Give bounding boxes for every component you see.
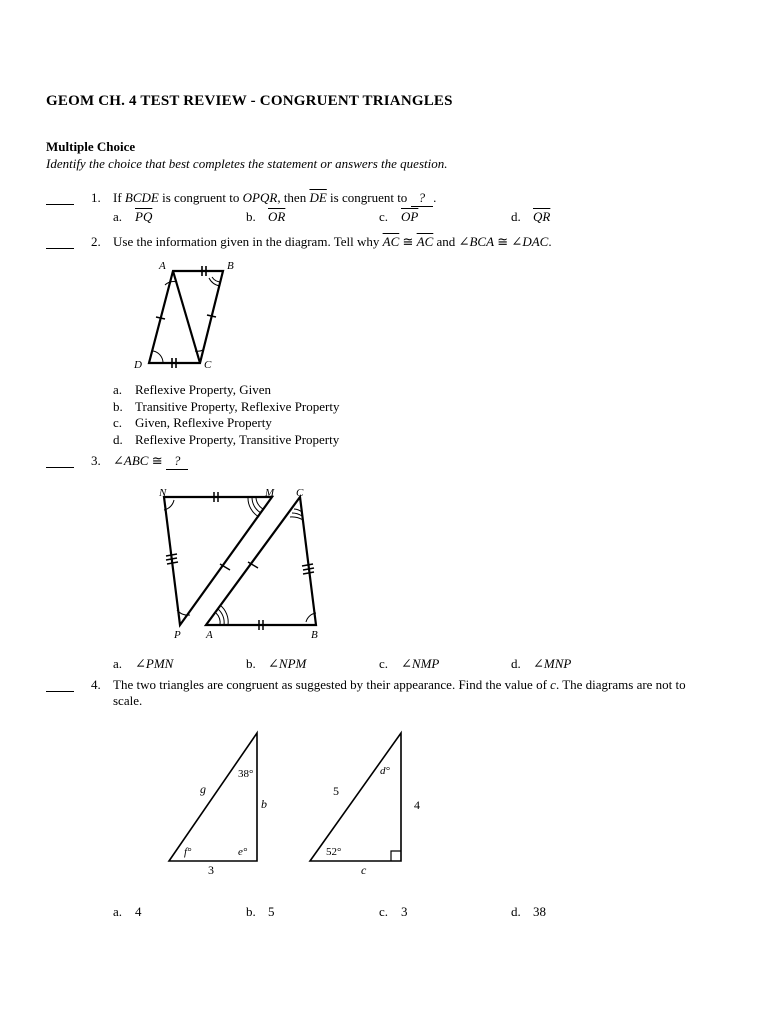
q3-cong: ≅ [151,453,163,468]
q4-choice-b[interactable] [246,904,275,920]
choice-text: ∠NMP [401,656,440,671]
q2-diagonal-ac [173,271,200,363]
choice-text: $\overline{OR}$ [268,209,286,224]
label-a: A [206,629,213,641]
choice-text: ∠NPM [268,656,307,671]
q4-choice-d[interactable] [511,904,546,920]
q1-choice-b[interactable] [246,209,285,225]
q1-choice-a[interactable] [113,209,152,225]
q3-triangle-nmp [164,497,272,625]
tri1-e: e° [238,846,248,858]
choice-letter: a. [113,904,123,919]
choice-letter: b. [246,904,256,919]
instructions: Identify the choice that best completes the statement or answers the question. [46,156,448,171]
q1-prefix: If [113,190,122,205]
angle-arc-a-1 [216,613,220,625]
q3-choice-b[interactable] [246,656,306,672]
q4-text1: The two triangles are congruent as suggested by their appearance. Find the value of [113,677,547,692]
q4-text2: . The diagrams are not to [555,677,686,692]
page-title: GEOM CH. 4 TEST REVIEW - CONGRUENT TRIANGLES [46,93,453,109]
tick-mark [166,558,177,560]
choice-letter: a. [113,209,123,224]
q2-choice-a[interactable] [113,382,271,398]
choice-text: $\overline{OP}$ [401,209,419,224]
q4-tri1-outline [169,733,257,861]
q1-choice-d[interactable] [511,209,550,225]
q1-choice-c[interactable] [379,209,418,225]
q3-choice-d[interactable] [511,656,571,672]
question-4-number: 4. [91,677,101,692]
choice-letter: b. [246,656,256,671]
choice-letter: d. [511,656,521,671]
tick-mark [156,317,165,319]
tri1-g: g [200,782,206,796]
choice-text: 3 [401,904,408,919]
answer-blank-3[interactable] [46,455,74,472]
choice-text: Reflexive Property, Given [135,382,271,397]
q1-figure-bcde: BCDE [124,190,159,205]
choice-text: 4 [135,904,142,919]
answer-blank-1[interactable] [46,192,74,209]
q4-tri2-outline [310,733,401,861]
q4-choice-c[interactable] [379,904,408,920]
label-c: C [204,359,212,371]
tick-mark [167,562,178,564]
tri1-base: 3 [208,863,214,877]
label-p: P [174,629,181,641]
right-angle-mark [391,851,401,861]
angle-arc-c-3 [290,517,303,520]
q3-choice-c[interactable] [379,656,439,672]
label-b: B [227,260,234,272]
question-1-text [113,190,436,207]
q3-triangle-cab [206,497,316,625]
tick-mark [166,554,177,556]
q4-triangle-2 [300,725,430,880]
q2-cong-2: ≅ [497,234,509,249]
q3-blank: ? [166,453,189,470]
choice-text: Given, Reflexive Property [135,415,272,430]
question-1-number: 1. [91,190,101,205]
q2-cong: ≅ [402,234,414,249]
choice-letter: c. [379,656,389,671]
answer-blank-4[interactable] [46,679,74,696]
tri2-angle-bottom: 52° [326,846,342,858]
choice-text: Transitive Property, Reflexive Property [135,399,340,414]
tick-mark [303,568,314,570]
tri2-angle-top: d° [380,765,390,777]
choice-text: ∠MNP [533,656,572,671]
q2-segment-2: $\overline{AC}$ [416,234,434,249]
choice-letter: d. [511,209,521,224]
tri1-f: f° [184,846,192,858]
q2-quadrilateral-figure [125,255,245,375]
q2-angle-2: ∠DAC [511,234,549,249]
q3-triangles-figure [150,482,335,642]
tri2-base: c [361,863,367,877]
choice-letter: d. [113,432,123,447]
question-3-text [113,453,188,470]
q1-mid3: is congruent to [330,190,408,205]
section-heading: Multiple Choice [46,139,136,154]
choice-letter: c. [113,415,123,430]
angle-arc-m-3 [248,497,259,517]
question-4-text-line2: scale. [113,693,143,708]
q2-choice-d[interactable] [113,432,339,448]
q1-figure-opqr: OPQR [242,190,278,205]
tri1-b: b [261,797,267,811]
tri2-side: 5 [333,784,339,798]
label-b: B [311,629,318,641]
q3-choice-a[interactable] [113,656,173,672]
q2-and: and [436,234,456,249]
question-3-number: 3. [91,453,101,468]
tri1-angle-top: 38° [238,768,254,780]
q1-blank: ? [411,190,434,207]
q1-mid1: is congruent to [162,190,240,205]
q2-choice-c[interactable] [113,415,272,431]
label-a: A [159,260,166,272]
tick-mark [207,315,216,317]
choice-text: ∠PMN [135,656,174,671]
q1-segment-de: $\overline{DE}$ [309,190,327,205]
q2-segment-1: $\overline{AC}$ [382,234,400,249]
q4-choice-a[interactable] [113,904,142,920]
q4-triangle-1 [160,725,280,880]
q4-var: c [550,677,556,692]
angle-arc-c-2 [292,513,302,516]
q2-choice-b[interactable] [113,399,339,415]
label-n: N [159,487,167,499]
q3-angle: ∠ABC [113,453,149,468]
tick-mark [303,572,314,574]
q1-end: . [433,190,437,205]
question-2-number: 2. [91,234,101,249]
choice-letter: d. [511,904,521,919]
label-m: M [265,487,275,499]
choice-letter: b. [113,399,123,414]
q1-mid2: , then [277,190,307,205]
choice-letter: c. [379,904,389,919]
tri2-right: 4 [414,798,420,812]
label-c: C [296,487,304,499]
choice-letter: a. [113,382,123,397]
choice-letter: c. [379,209,389,224]
q2-angle-1: ∠BCA [458,234,495,249]
tick-mark [302,564,313,566]
q2-text: Use the information given in the diagram. Tell why [113,234,380,249]
choice-text: $\overline{PQ}$ [135,209,153,224]
question-2-text [113,234,552,250]
angle-arc-m-1 [256,497,263,509]
choice-letter: a. [113,656,123,671]
choice-letter: b. [246,209,256,224]
choice-text: $\overline{QR}$ [533,209,551,224]
angle-arc-d [153,351,163,363]
answer-blank-2[interactable] [46,236,74,253]
q2-end: . [548,234,552,249]
choice-text: Reflexive Property, Transitive Property [135,432,340,447]
angle-arc-a [165,281,177,285]
choice-text: 38 [533,904,546,919]
choice-text: 5 [268,904,275,919]
label-d: D [134,359,142,371]
question-4-text-line1 [113,677,686,693]
